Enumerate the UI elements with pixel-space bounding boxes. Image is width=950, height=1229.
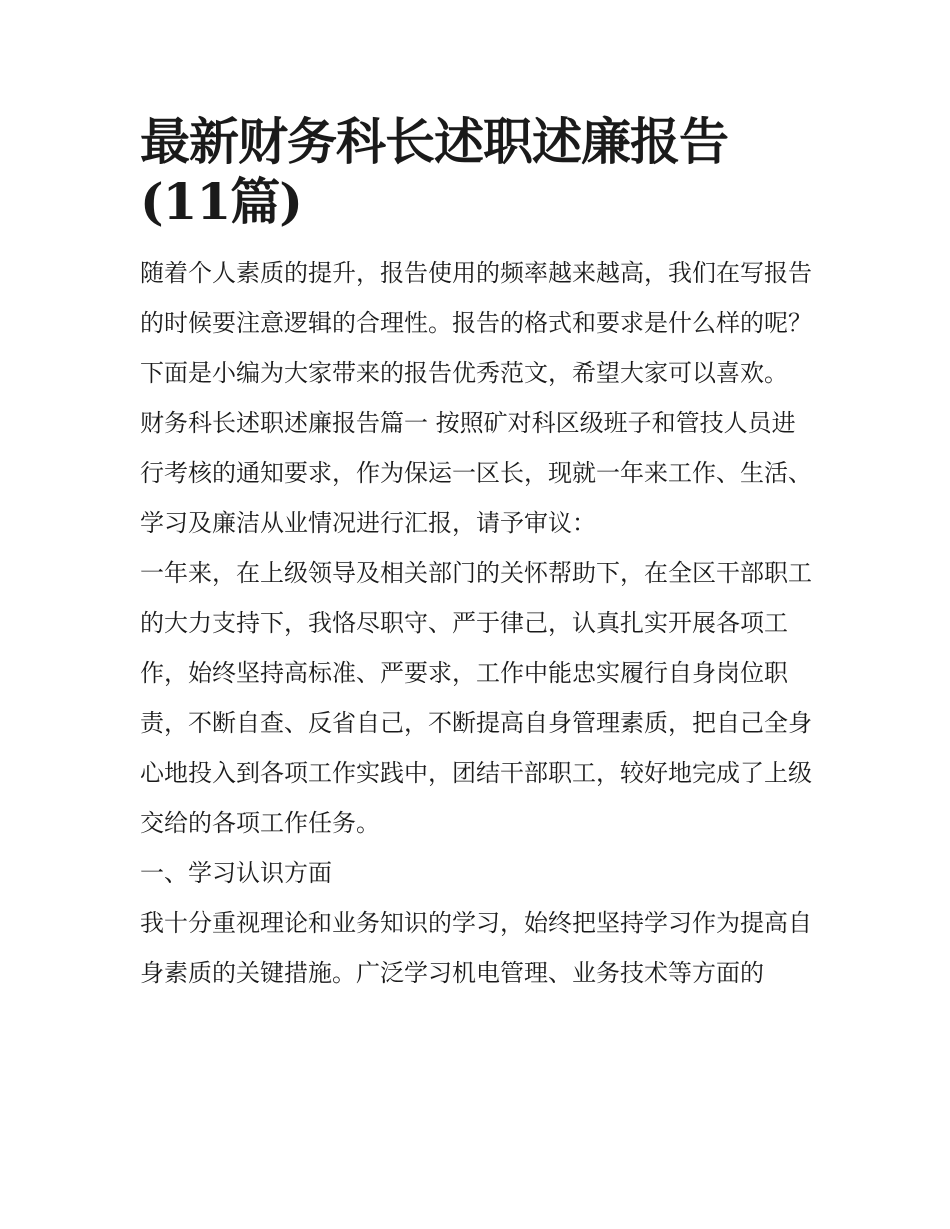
document-body xyxy=(140,112,812,998)
intro-paragraph: 随着个人素质的提升，报告使用的频率越来越高，我们在写报告的时候要注意逻辑的合理性。报告的格式和要求是什么样的呢？下面是小编为大家带来的报告优秀范文，希望大家可以喜欢。 xyxy=(140,259,812,387)
report-opening-paragraph: 财务科长述职述廉报告篇一 按照矿对科区级班子和管技人员进行考核的通知要求，作为保运一区长，现就一年来工作、生活、学习及廉洁从业情况进行汇报，请予审议： xyxy=(140,409,812,537)
section-heading-study: 一、学习认识方面 xyxy=(140,859,332,887)
study-paragraph: 我十分重视理论和业务知识的学习，始终把坚持学习作为提高自身素质的关键措施。广泛学习机电管理、业务技术等方面的 xyxy=(140,909,812,987)
document-title: 最新财务科长述职述廉报告(11篇) xyxy=(140,112,728,231)
work-summary-paragraph: 一年来，在上级领导及相关部门的关怀帮助下，在全区干部职工的大力支持下，我恪尽职守、严于律己，认真扎实开展各项工作，始终坚持高标准、严要求，工作中能忠实履行自身岗位职责，不断自查、反省自己，不断提高自身管理素质，把自己全身心地投入到各项工作实践中，团结干部职工，较好地完成了上级交给的各项工作任务。 xyxy=(140,559,812,837)
